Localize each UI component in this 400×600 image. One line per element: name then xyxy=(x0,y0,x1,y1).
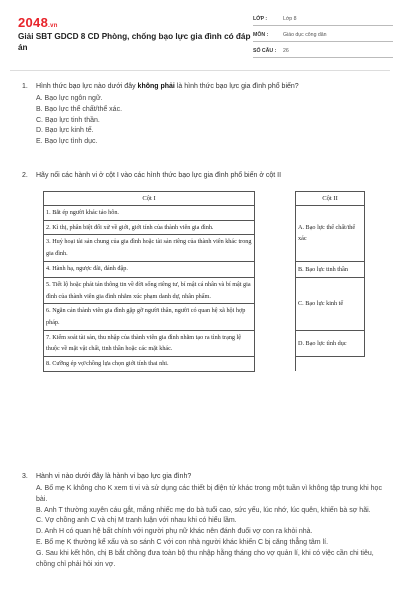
col1-header: Cột I xyxy=(44,192,255,206)
meta-info xyxy=(253,14,393,62)
col1-item: 2. Kì thị, phân biệt đối xử về giới, giới tính của thành viên gia đình. xyxy=(44,220,255,235)
document-title: Giải SBT GDCD 8 CD Phòng, chống bạo lực gia đình có đáp án xyxy=(18,32,251,52)
answer-option[interactable]: G. Sau khi kết hôn, chị B bắt chồng đưa toàn bộ thu nhập hằng tháng cho vợ quản lí, khi có việc cần chi tiêu, chồng chỉ phải hỏi xin vợ. xyxy=(36,549,374,568)
logo-tld: .vn xyxy=(48,23,58,29)
col2-item: C. Bạo lực kinh tế xyxy=(296,277,365,330)
col2-item: B. Bạo lực tinh thần xyxy=(296,261,365,277)
question-3 xyxy=(22,472,384,570)
answer-option[interactable]: E. Bố mẹ K thường kể xấu và so sánh C với con nhà người khác khiến C bị căng thẳng tâm lí. xyxy=(36,538,329,546)
meta-label: SỐ CÂU : xyxy=(253,48,277,54)
meta-value: 26 xyxy=(283,48,289,54)
site-logo[interactable] xyxy=(18,15,58,30)
header-divider xyxy=(10,70,390,71)
col1-item: 6. Ngăn cản thành viên gia đình gặp gỡ người thân, người có quan hệ xã hội hợp pháp. xyxy=(44,304,255,330)
question-2 xyxy=(22,171,384,181)
logo-text: 2048 xyxy=(18,15,49,30)
col1-item: 8. Cưỡng ép vợ/chồng lựa chọn giới tính thai nhi. xyxy=(44,357,255,372)
question-stem: Hành vi nào dưới đây là hành vi bạo lực gia đình? xyxy=(36,473,192,480)
answer-option[interactable]: E. Bạo lực tình dục. xyxy=(36,138,98,146)
col1-item: 4. Hành hạ, ngược đãi, đánh đập. xyxy=(44,261,255,277)
col1-item: 1. Bắt ép người khác tảo hôn. xyxy=(44,206,255,221)
meta-subject xyxy=(253,30,393,46)
meta-label: LỚP : xyxy=(253,16,268,22)
meta-question-count xyxy=(253,46,393,62)
answer-option[interactable]: B. Bạo lực thể chất/thể xác. xyxy=(36,105,123,113)
matching-table xyxy=(43,191,365,372)
answer-option[interactable]: B. Anh T thường xuyên cáu gắt, mắng nhiếc mẹ do bà tuổi cao, sức yếu, lúc nhớ, lúc quên, khiến bà sợ hãi. xyxy=(36,506,371,514)
answer-options xyxy=(36,484,384,570)
question-stem: Hãy nối các hành vi ở cột I vào các hình thức bạo lực gia đình phổ biến ở cột II xyxy=(36,172,282,179)
col1-item: 5. Tiết lộ hoặc phát tán thông tin về đời sống riêng tư, bí mật cá nhân và bí mật gia đình của thành viên gia đình nhằm xúc phạm danh dự, nhân phẩm. xyxy=(44,277,255,303)
answer-option[interactable]: D. Bạo lực kinh tế. xyxy=(36,127,94,135)
answer-option[interactable]: D. Anh H có quan hệ bất chính với người phụ nữ khác nên đánh đuổi vợ con ra khỏi nhà. xyxy=(36,528,313,536)
meta-value: Giáo dục công dân xyxy=(283,32,327,38)
answer-option[interactable]: A. Bố mẹ K không cho K xem ti vi và sử dụng các thiết bị điện tử khác trong một tuần vì không tập trung khi học bài. xyxy=(36,485,382,503)
answer-option[interactable]: C. Bạo lực tinh thần. xyxy=(36,116,100,124)
col2-item: A. Bạo lực thể chất/thể xác xyxy=(296,206,365,262)
question-number: 2. xyxy=(22,172,28,179)
meta-label: MÔN : xyxy=(253,32,269,38)
meta-value: Lớp 8 xyxy=(283,16,297,22)
question-number: 3. xyxy=(22,473,28,480)
document-header xyxy=(0,0,400,70)
question-stem: Hình thức bạo lực nào dưới đây không phải là hình thức bạo lực gia đình phổ biến? xyxy=(36,83,299,90)
col2-item: D. Bạo lực tình dục xyxy=(296,330,365,356)
col1-item: 3. Huỷ hoại tài sản chung của gia đình hoặc tài sản riêng của thành viên khác trong gia đình. xyxy=(44,235,255,261)
answer-option[interactable]: A. Bạo lực ngôn ngữ. xyxy=(36,95,103,102)
col1-item: 7. Kiểm soát tài sản, thu nhập của thành viên gia đình nhằm tạo ra tình trạng lệ thuộc về mặt vật chất, tinh thần hoặc các mặt khác. xyxy=(44,330,255,356)
answer-option[interactable]: C. Vợ chồng anh C và chị M tranh luận với nhau khi có hiểu lầm. xyxy=(36,517,237,525)
answer-options xyxy=(36,94,384,148)
meta-class xyxy=(253,14,393,30)
col2-header: Cột II xyxy=(296,192,365,206)
question-number: 1. xyxy=(22,83,28,90)
question-1 xyxy=(22,82,384,148)
